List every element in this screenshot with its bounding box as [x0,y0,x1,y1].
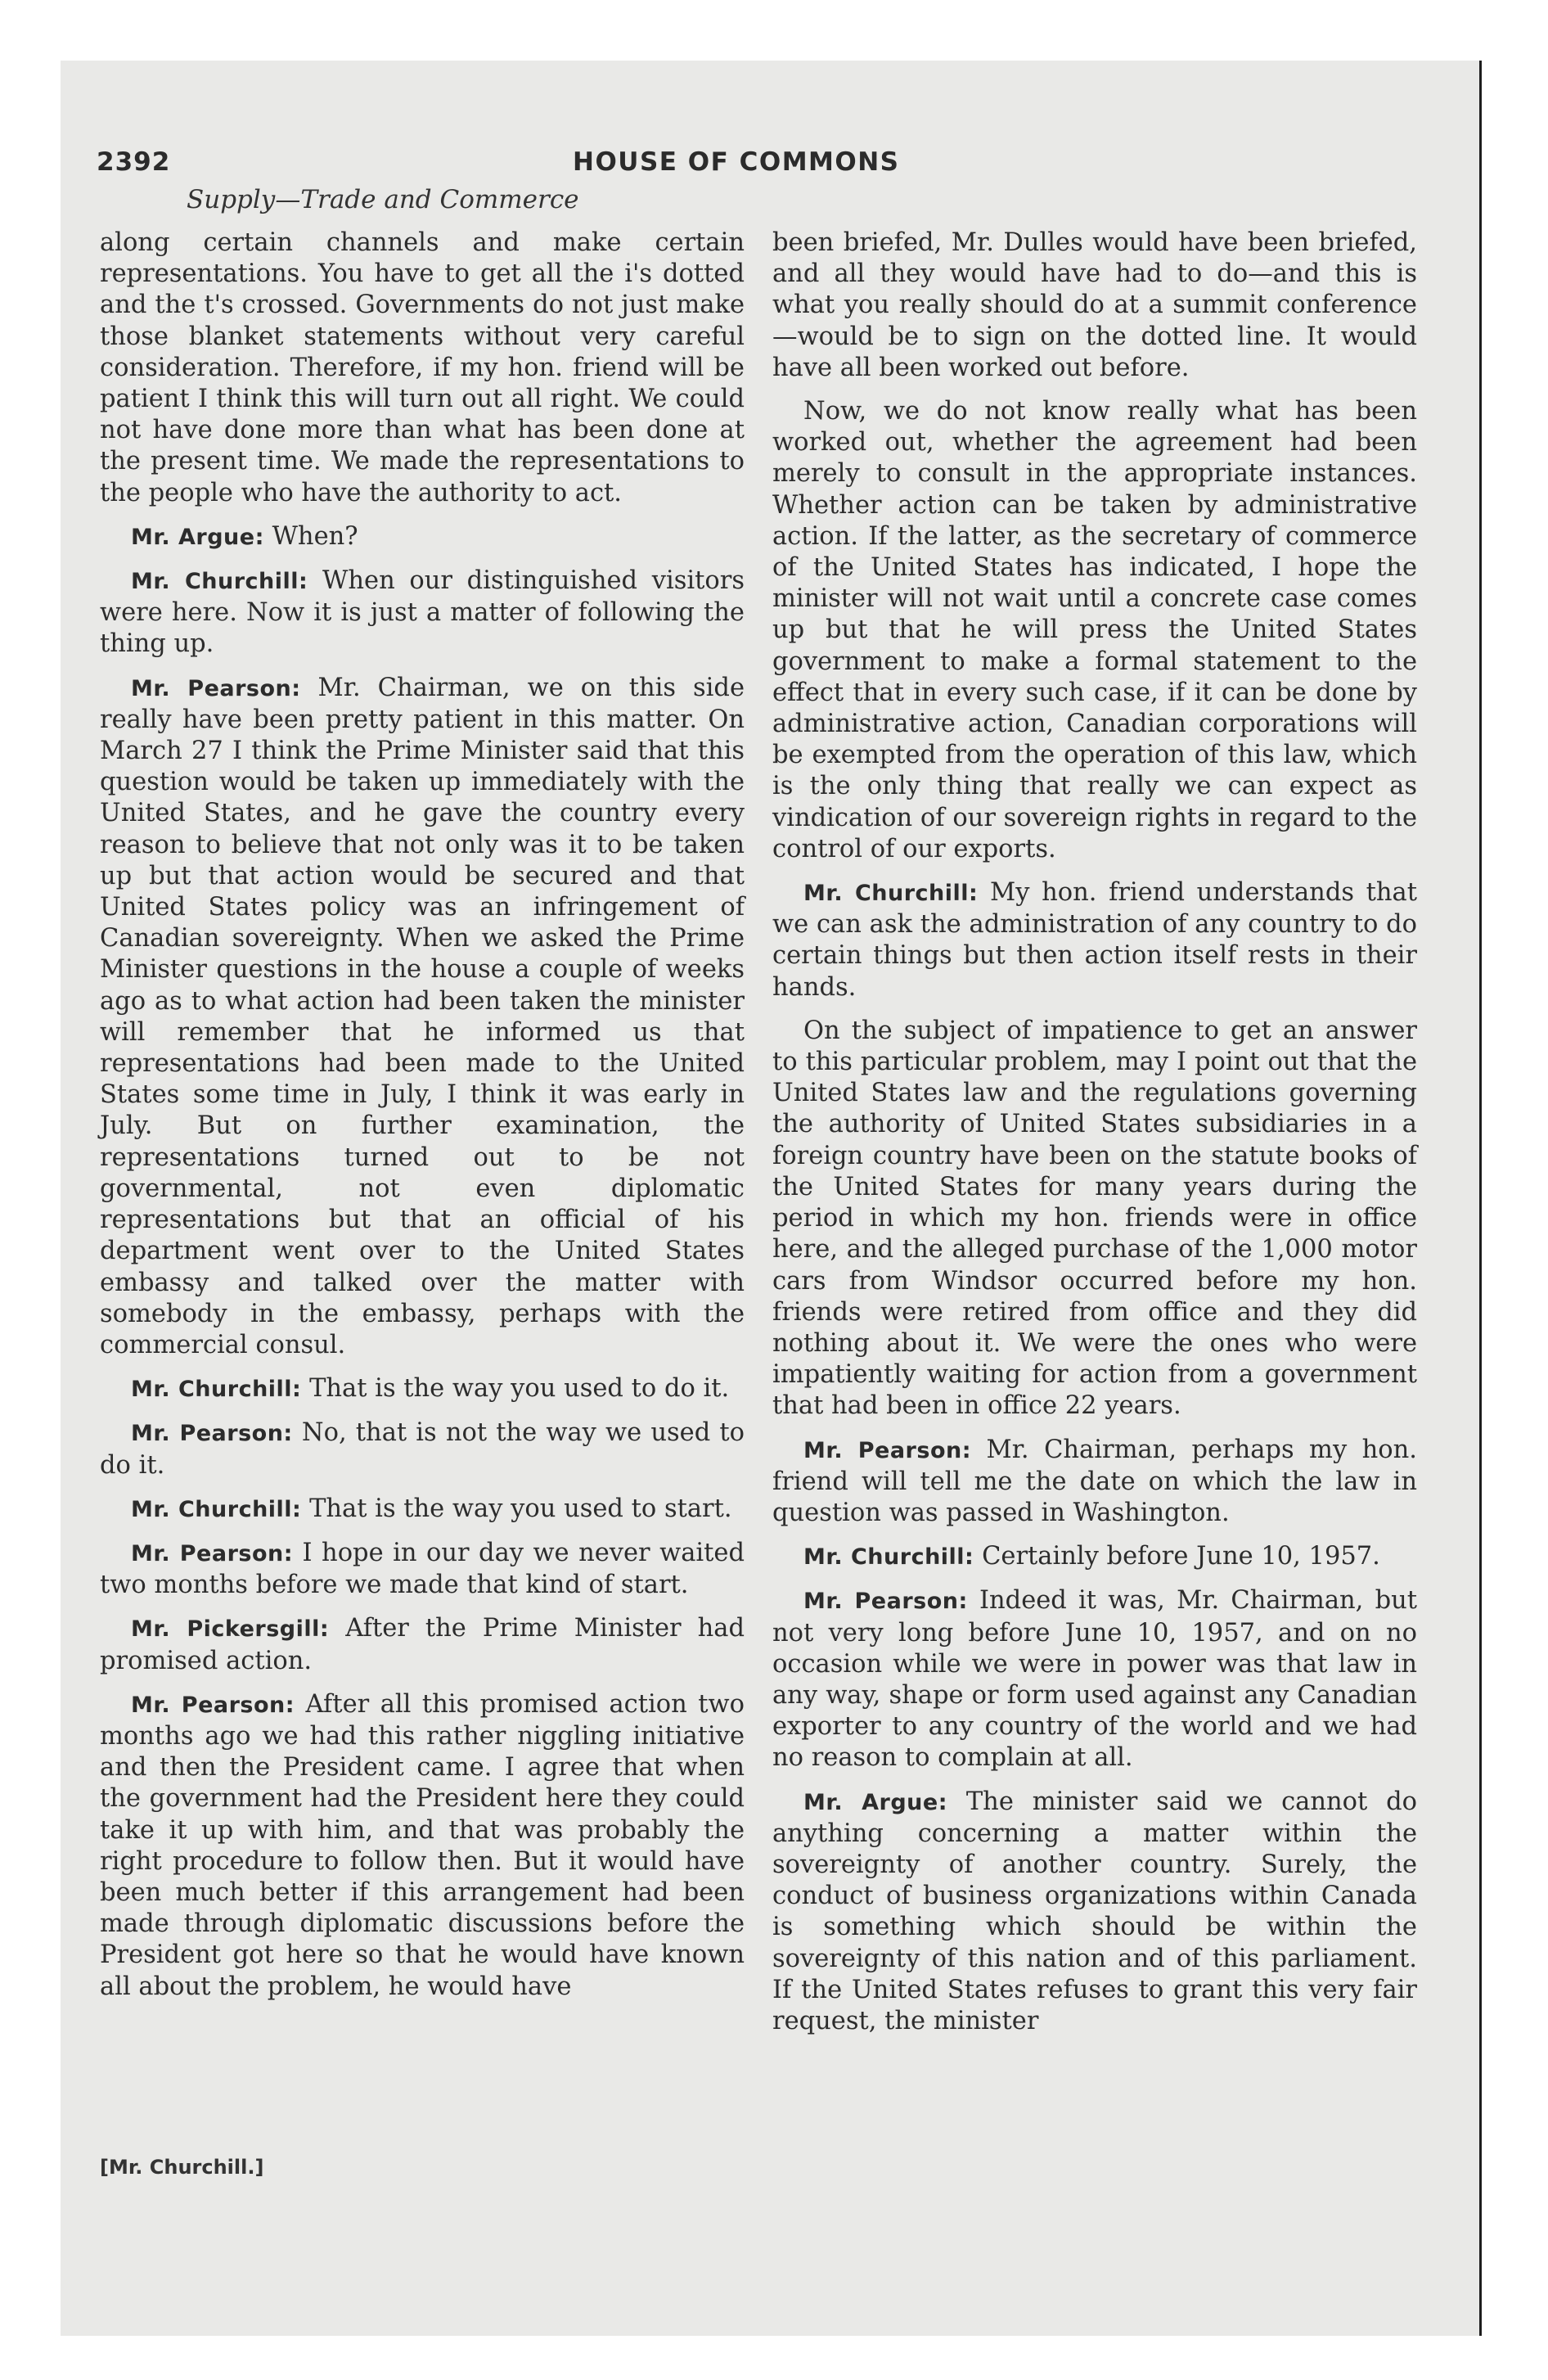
speech-paragraph [772,1787,1417,2038]
speech-paragraph [100,566,745,660]
speaker-name: Mr. Pearson: [803,1589,968,1615]
speech-paragraph [772,1435,1417,1530]
speech-paragraph [772,1585,1417,1774]
speech-paragraph [100,1418,745,1481]
speech-paragraph [100,673,745,1361]
speech-text: That is the way you used to do it. [309,1374,730,1404]
speech-text: Certainly before June 10, 1957. [982,1542,1380,1571]
speech-paragraph [100,1613,745,1676]
speech-paragraph [100,1689,745,2003]
section-title: Supply—Trade and Commerce [187,185,579,214]
speech-text: After the Prime Minister had promised action. [100,1614,745,1675]
paragraph-text: along certain channels and make certain representations. You have to get all the i's dotted and the t's crossed. Governments do not just make those blanket statements without very careful consideration. Therefore, if my hon. friend will be patient I think this will turn out all right. We could not have done more than what has been done at the present time. We made the representations to the people who have the authority to act. [100,228,745,507]
speech-text: Indeed it was, Mr. Chairman, but not very long before June 10, 1957, and on no occasion while we were in power was that law in any way, shape or form used against any Canadian exporter to any country of the world and we had no reason to complain at all. [772,1586,1418,1773]
speaker-name: Mr. Churchill: [131,1496,302,1522]
speech-text: I hope in our day we never waited two months before we made that kind of start. [100,1538,745,1600]
speech-paragraph [100,1494,745,1526]
speaker-name: Mr. Churchill: [803,1544,974,1571]
speaker-name: Mr. Pearson: [131,1692,295,1718]
speech-text: That is the way you used to start. [309,1494,732,1523]
left-column [100,228,745,2015]
speech-text: When? [272,521,358,551]
footer-speaker-note: [Mr. Churchill.] [100,2156,264,2179]
speaker-name: Mr. Pearson: [803,1437,972,1463]
speech-text: The minister said we cannot do anything concerning a matter within the sovereignty of another country. Surely, the conduct of business organizations within Canada is something which should be within the sovereignty of this nation and of this parliament. If the United States refuses to grant this very fair request, the minister [772,1787,1417,2035]
speaker-name: Mr. Churchill: [803,881,979,907]
speaker-name: Mr. Argue: [131,524,264,550]
page-number: 2392 [97,147,171,177]
speaker-name: Mr. Pearson: [131,675,301,701]
speech-text: My hon. friend understands that we can ask the administration of any country to do certain things but then action itself rests in their hands. [772,878,1417,1002]
speech-paragraph [100,521,745,553]
speaker-name: Mr. Churchill: [131,1377,302,1403]
speech-text: No, that is not the way we used to do it. [100,1418,745,1480]
speaker-name: Mr. Pearson: [131,1540,294,1566]
speech-text: After all this promised action two months ago we had this rather niggling initiative and then the President came. I agree that when the government had the President here they could take it up with him, and that was probably the right procedure to follow then. But it would have been much better if this arrangement had been made through diplomatic discussions before the President got here so that he would have known all about the problem, he would have [100,1689,745,2001]
paragraph-text: been briefed, Mr. Dulles would have been briefed, and all they would have had to do—and this is what you really should do at a summit conference—would be to sign on the dotted line. It would have all been worked out before. [772,228,1417,382]
paragraph [772,396,1417,865]
speech-text: Mr. Chairman, we on this side really have been pretty patient in this matter. On March 27 I think the Prime Minister said that this question would be taken up immediately with the United States, and he gave the country every reason to believe that not only was it to be taken up but that action would be secured and that United States policy was an infringement of Canadian sovereignty. When we asked the Prime Minister questions in the house a couple of weeks ago as to what action had been taken the minister will remember that he informed us that representations had been made to the United States some time in July, I think it was early in July. But on further examination, the representations turned out to be not governmental, not even diplomatic representations but that an official of his department went over to the United States embassy and talked over the matter with somebody in the embassy, perhaps with the commercial consul. [100,673,745,1359]
paragraph-text: Now, we do not know really what has been worked out, whether the agreement had been merely to consult in the appropriate instances. Whether action can be taken by administrative action. If the latter, as the secretary of commerce of the United States has indicated, I hope the minister will not wait until a concrete case comes up but that he will press the United States government to make a formal statement to the effect that in every such case, if it can be done by administrative action, Canadian corporations will be exempted from the operation of this law, which is the only thing that really we can expect as vindication of our sovereign rights in regard to the control of our exports. [772,397,1417,863]
speaker-name: Mr. Pickersgill: [131,1616,330,1643]
paragraph [772,1016,1417,1422]
speech-text: Mr. Chairman, perhaps my hon. friend will tell me the date on which the law in question was passed in Washington. [772,1435,1417,1527]
speech-paragraph [100,1538,745,1601]
speaker-name: Mr. Churchill: [131,569,308,595]
speaker-name: Mr. Argue: [803,1789,947,1815]
paragraph-text: On the subject of impatience to get an answer to this particular problem, may I point out that the United States law and the regulations governing the authority of United States subsidiaries in a foreign country have been on the statute books of the United States for many years during the period in which my hon. friends were in office here, and the alleged purchase of the 1,000 motor cars from Windsor occurred before my hon. friends were retired from office and they did nothing about it. We were the ones who were impatiently waiting for action from a government that had been in office 22 years. [772,1016,1417,1421]
speech-paragraph [772,1541,1417,1573]
paragraph [772,228,1417,384]
paragraph [100,228,745,509]
right-column [772,228,1417,2049]
speech-paragraph [100,1373,745,1405]
page-edge-line [1479,61,1482,2336]
speech-text: When our distinguished visitors were here. Now it is just a matter of following the thing up. [100,566,745,659]
speech-paragraph [772,877,1417,1003]
speaker-name: Mr. Pearson: [131,1421,293,1447]
running-head: HOUSE OF COMMONS [573,147,900,177]
